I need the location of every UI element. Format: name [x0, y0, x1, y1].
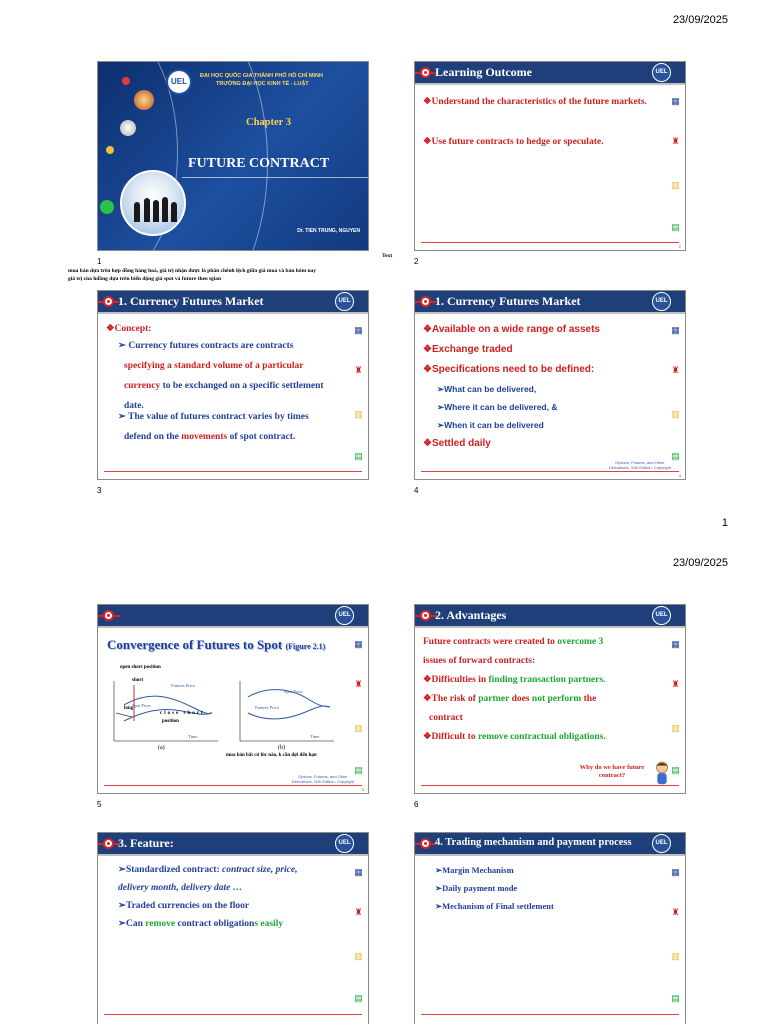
feature-item: ➢Can remove contract obligations easily: [118, 919, 284, 929]
header-dot-icon: [103, 610, 114, 621]
mechanism-item: ➢Daily payment mode: [435, 883, 518, 893]
slide-currency-futures-concept[interactable]: [97, 290, 369, 480]
convergence-chart: [108, 661, 348, 761]
slide-main-title: FUTURE CONTRACT: [188, 156, 330, 171]
tower-icon: ♜: [354, 907, 363, 917]
green-building-icon: ▤: [354, 993, 363, 1003]
bottom-rule: [104, 1014, 362, 1015]
page-note: Text: [382, 253, 393, 259]
green-building-icon: ▤: [671, 993, 680, 1003]
copyright-note: Options, Futures, and Other Derivatives, 11th Edition, Copyright: [608, 460, 671, 470]
uel-logo-icon: UEL: [652, 606, 671, 625]
slide-advantages[interactable]: [414, 604, 686, 794]
uel-logo-icon: UEL: [335, 292, 354, 311]
advantage-item: ❖The risk of partner does not perform the contract: [423, 694, 597, 723]
uel-logo-icon: UEL: [335, 834, 354, 853]
spec-subitem: ➢When it can be delivered: [437, 420, 544, 430]
bottom-rule: [421, 785, 679, 786]
slide-title[interactable]: [97, 61, 369, 251]
building-icon: ▦: [354, 867, 363, 877]
slide-number: 6: [414, 800, 419, 809]
city-icon: ▥: [671, 180, 680, 190]
tower-icon: ♜: [354, 365, 363, 375]
advantages-intro: Future contracts were created to overcome 3 issues of forward contracts:: [423, 637, 604, 666]
uel-logo: UEL: [166, 69, 192, 95]
slide-header: [415, 605, 685, 628]
spot-price-label: Spot Price: [284, 689, 303, 694]
slide-corner-number: 5: [361, 787, 364, 792]
spec-item: ❖Specifications need to be defined:: [423, 364, 595, 375]
green-building-icon: ▤: [671, 222, 680, 232]
school-name: TRƯỜNG ĐẠI HỌC KINH TẾ - LUẬT: [216, 81, 309, 87]
city-icon: ▥: [671, 409, 680, 419]
chart-title: Convergence of Futures to Spot (Figure 2.1): [107, 637, 326, 652]
slide-corner-number: 2: [678, 244, 681, 249]
bottom-rule: [104, 785, 362, 786]
handout-note-line1: mua bán dựa trên hợp đồng hàng hoá, giá trị nhận được là phần chênh lệch giữa giá mua và bán hôm nay: [68, 268, 317, 274]
uel-logo-icon: UEL: [652, 63, 671, 82]
slide-number: 2: [414, 257, 419, 266]
time-axis-label: Time: [188, 734, 198, 739]
slide-header-title: 4. Trading mechanism and payment process: [435, 837, 632, 848]
spec-item: ❖Exchange traded: [423, 344, 513, 355]
advantage-item: ❖Difficult to remove contractual obligations.: [423, 732, 606, 742]
uel-logo-icon: UEL: [335, 606, 354, 625]
green-building-icon: ▤: [354, 765, 363, 775]
panel-b-note: mua bán bất cứ lúc nào, k cần đợi đến hạn: [226, 753, 317, 758]
slide-convergence-chart[interactable]: [97, 604, 369, 794]
building-icon: ▦: [671, 867, 680, 877]
handout-note-line2: giá trị của hđồng dựa trên biến động giá spot và future theo tgian: [68, 276, 222, 282]
bullet-item: ❖Understand the characteristics of the future markets.: [423, 97, 647, 107]
author-name: Dr. TIEN TRUNG, NGUYEN: [297, 228, 360, 234]
slide-trading-mechanism[interactable]: [414, 832, 686, 1024]
long-label: long: [124, 706, 134, 711]
spec-subitem: ➢Where it can be delivered, &: [437, 402, 558, 412]
city-icon: ▥: [354, 723, 363, 733]
page-number: 1: [721, 517, 728, 529]
building-icon: ▦: [671, 639, 680, 649]
header-dot-icon: [420, 67, 431, 78]
slide-learning-outcome[interactable]: [414, 61, 686, 251]
thinking-person-icon: [653, 761, 671, 787]
position-label: position: [162, 719, 179, 724]
mechanism-item: ➢Margin Mechanism: [435, 865, 514, 875]
slide-header-title: Learning Outcome: [435, 65, 532, 79]
slide-number: 1: [97, 257, 102, 266]
long-pointer: [116, 713, 132, 717]
question-callout: Why do we have future contract?: [579, 764, 645, 779]
slide-corner-number: 4: [678, 473, 681, 478]
city-icon: ▥: [671, 723, 680, 733]
spec-subitem: ➢What can be delivered,: [437, 384, 537, 394]
slide-header: [415, 833, 685, 856]
bottom-rule: [104, 471, 362, 472]
city-icon: ▥: [354, 951, 363, 961]
slide-header: [98, 605, 368, 628]
concept-label: ❖Concept:: [106, 324, 152, 334]
slide-header: [415, 62, 685, 85]
slide-number: 3: [97, 486, 102, 495]
header-dot-icon: [420, 296, 431, 307]
header-dot-icon: [103, 296, 114, 307]
tower-icon: ♜: [671, 679, 680, 689]
futures-price-label: Futures Price: [255, 705, 279, 710]
slide-header-title: 2. Advantages: [435, 608, 507, 622]
building-icon: ▦: [671, 96, 680, 106]
green-building-icon: ▤: [354, 451, 363, 461]
tower-icon: ♜: [671, 136, 680, 146]
header-dot-icon: [420, 610, 431, 621]
city-icon: ▥: [354, 409, 363, 419]
header-dot-icon: [103, 838, 114, 849]
uel-logo-icon: UEL: [652, 834, 671, 853]
concept-bullet-1: ➢ Currency futures contracts are contracts specifying a standard volume of a particular currency to be exchanged on a specific settlement date.: [118, 341, 324, 411]
spec-item: ❖Settled daily: [423, 438, 491, 449]
slide-currency-futures-specs[interactable]: [414, 290, 686, 480]
header-dot-icon: [420, 838, 431, 849]
copyright-note: Options, Futures, and Other Derivatives, 11th Edition, Copyright: [291, 774, 354, 784]
tower-icon: ♜: [671, 365, 680, 375]
green-building-icon: ▤: [671, 765, 680, 775]
bottom-rule: [421, 1014, 679, 1015]
building-icon: ▦: [671, 325, 680, 335]
advantage-item: ❖Difficulties in finding transaction partners.: [423, 675, 606, 685]
bottom-rule: [421, 471, 679, 472]
bottom-rule: [421, 242, 679, 243]
slide-header: [415, 291, 685, 314]
mechanism-item: ➢Mechanism of Final settlement: [435, 901, 554, 911]
futures-price-label: Futures Price: [171, 683, 195, 688]
slide-header-title: 1. Currency Futures Market: [118, 294, 264, 308]
tower-icon: ♜: [354, 679, 363, 689]
feature-item: ➢Standardized contract: contract size, price, delivery month, delivery date …: [118, 865, 298, 893]
building-icon: ▦: [354, 639, 363, 649]
slide-feature[interactable]: [97, 832, 369, 1024]
open-short-label: open short position: [120, 665, 161, 670]
feature-item: ➢Traded currencies on the floor: [118, 901, 250, 911]
tower-icon: ♜: [671, 907, 680, 917]
team-photo-illustration: [120, 170, 186, 236]
short-label: short: [132, 678, 144, 683]
slide-number: 5: [97, 800, 102, 809]
chapter-label: Chapter 3: [246, 117, 292, 128]
close-short-label: close short: [160, 711, 205, 716]
university-name: ĐẠI HỌC QUỐC GIA THÀNH PHỐ HỒ CHÍ MINH: [200, 73, 323, 79]
slide-header: [98, 291, 368, 314]
green-building-icon: ▤: [671, 451, 680, 461]
time-axis-label: Time: [310, 734, 320, 739]
slide-number: 4: [414, 486, 419, 495]
slide-header-title: 3. Feature:: [118, 836, 174, 850]
spot-price-label: Spot Price: [132, 703, 151, 708]
concept-bullet-2: ➢ The value of futures contract varies by times defend on the movements of spot contract.: [118, 412, 309, 442]
page-date: 23/09/2025: [672, 557, 728, 569]
panel-b-label: (b): [278, 745, 285, 751]
page-date: 23/09/2025: [672, 14, 728, 26]
bullet-item: ❖Use future contracts to hedge or speculate.: [423, 137, 604, 147]
building-icon: ▦: [354, 325, 363, 335]
title-rule: [182, 177, 368, 178]
city-icon: ▥: [671, 951, 680, 961]
spec-item: ❖Available on a wide range of assets: [423, 324, 600, 335]
uel-logo-icon: UEL: [652, 292, 671, 311]
slide-header-title: 1. Currency Futures Market: [435, 294, 581, 308]
slide-header: [98, 833, 368, 856]
panel-a-label: (a): [158, 745, 165, 751]
